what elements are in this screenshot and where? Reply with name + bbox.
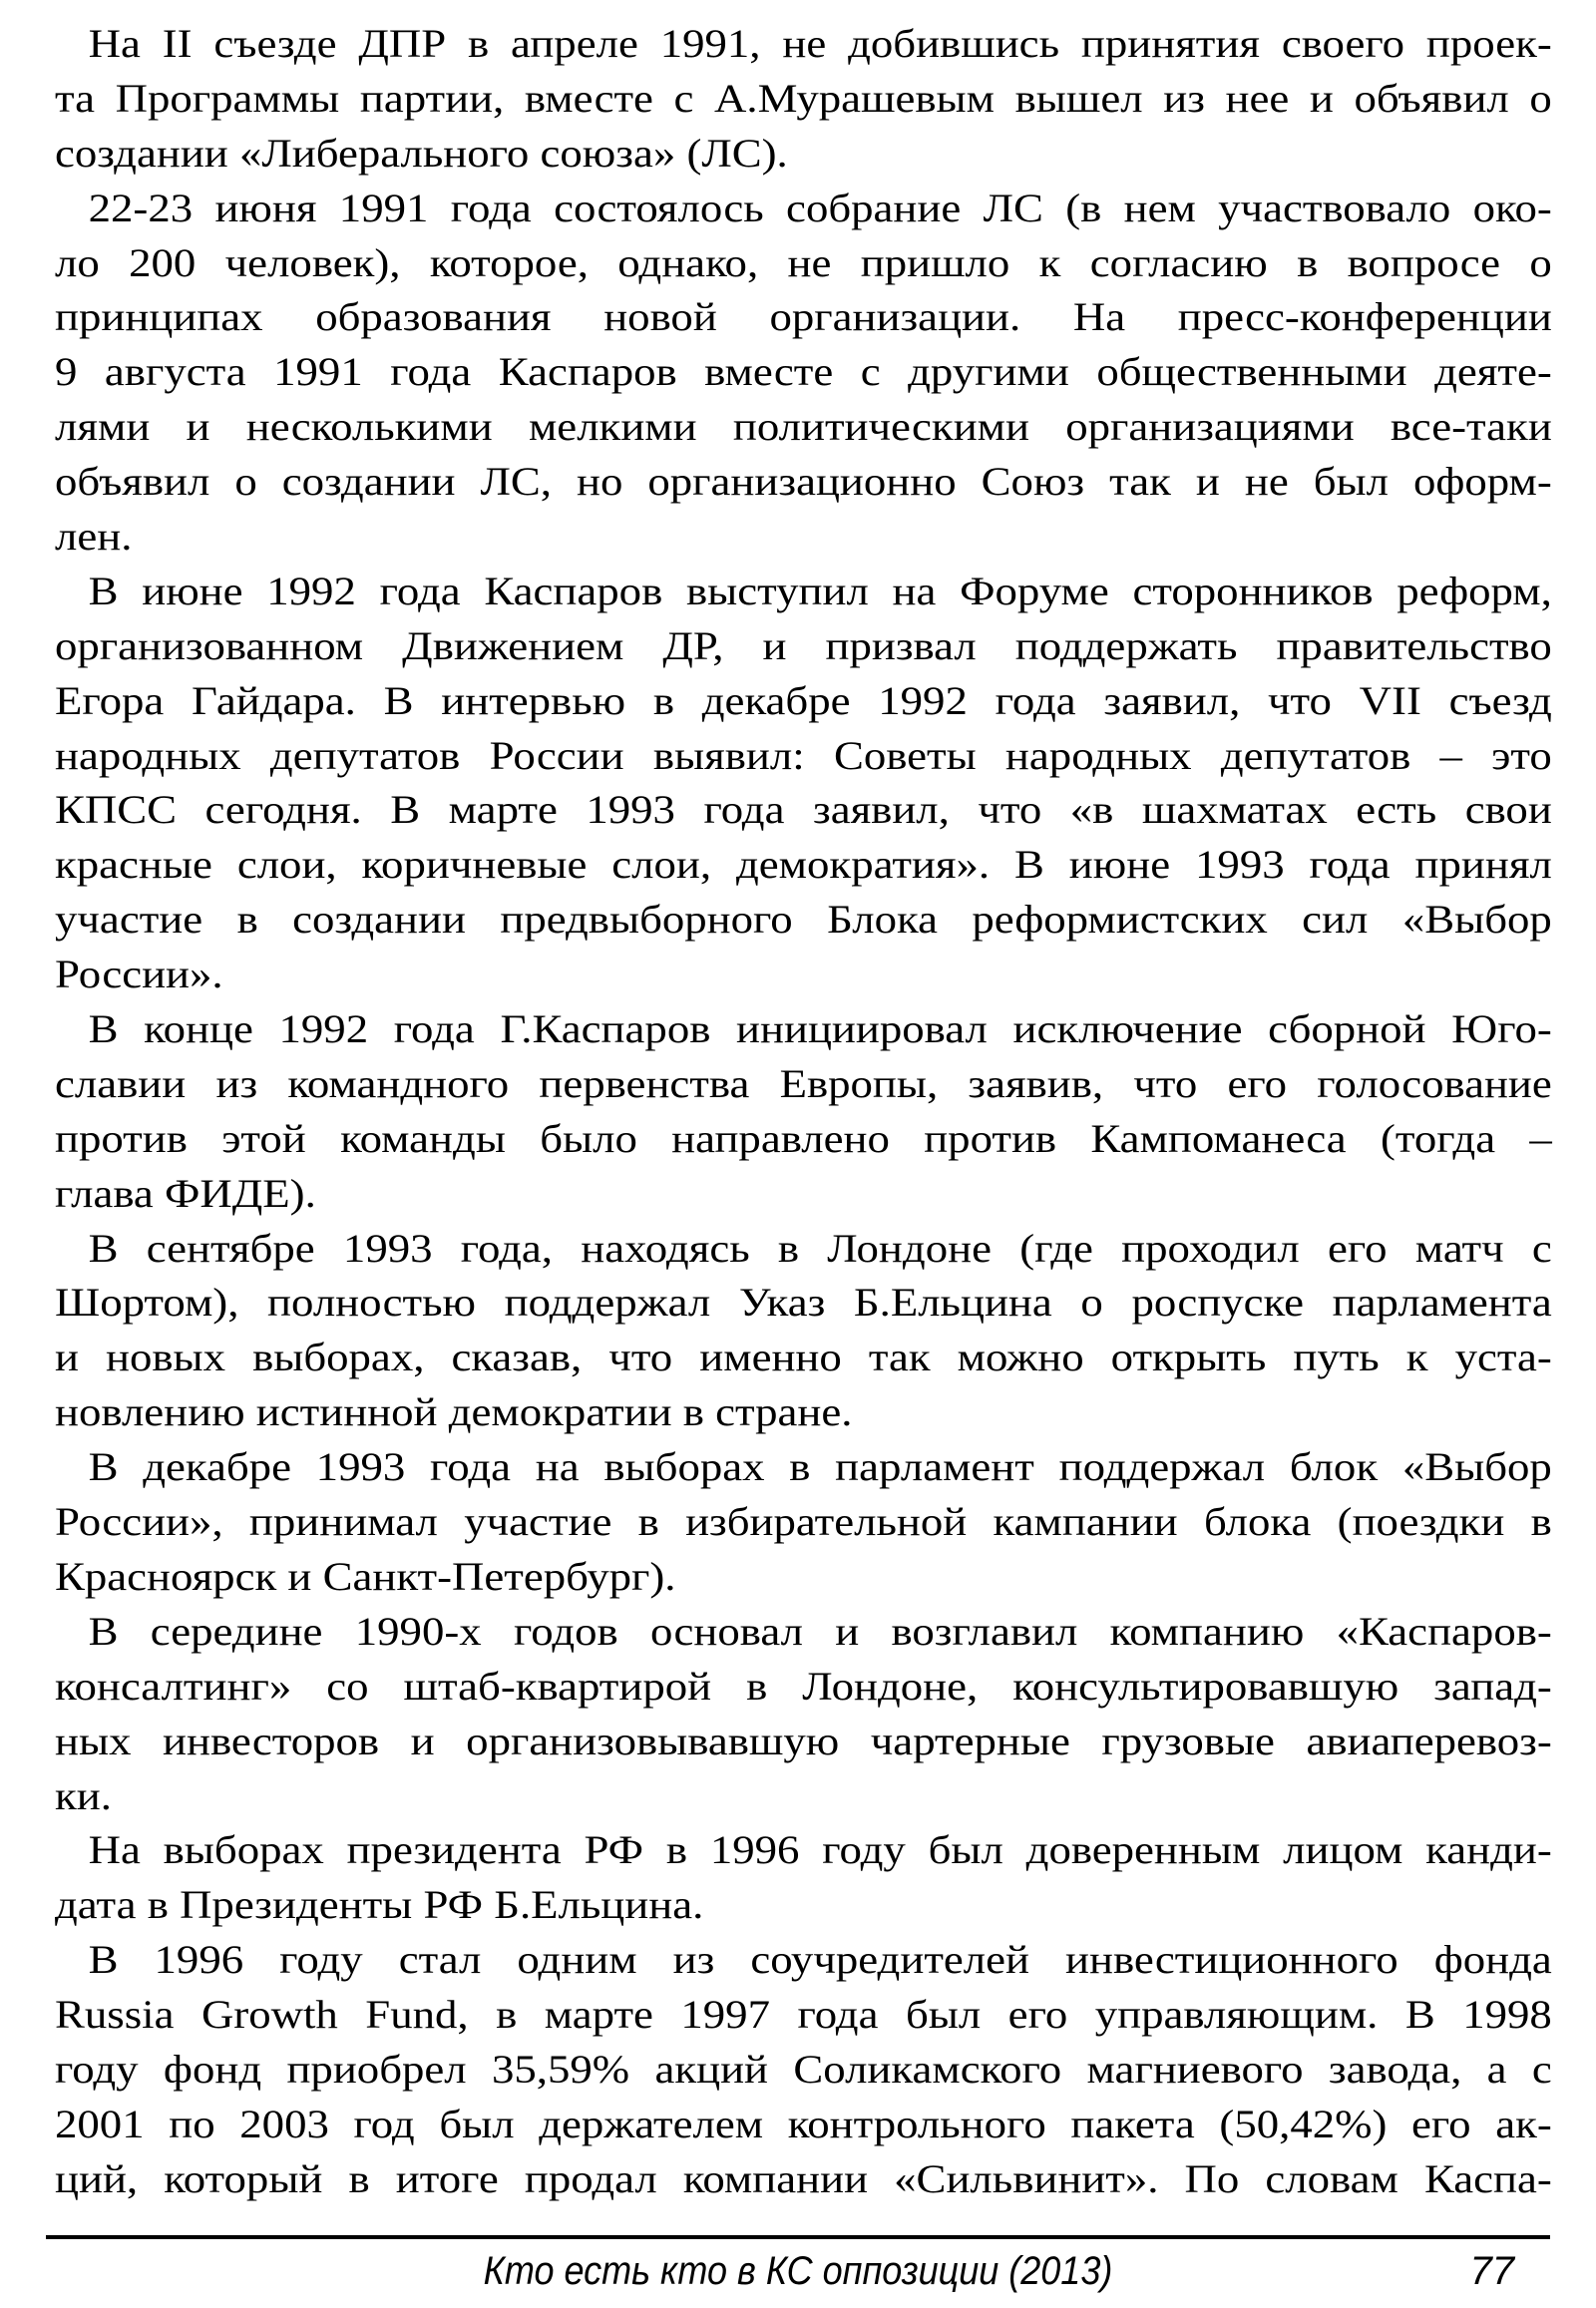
text-line: организованном Движением ДР, и призвал поддержать правительство <box>55 622 1552 668</box>
footer-title: Кто есть кто в КС оппозиции (2013) <box>483 2249 1113 2293</box>
text-line: На II съезде ДПР в апреле 1991, не добившись принятия своего проек- <box>88 21 1552 66</box>
text-line: КПСС сегодня. В марте 1993 года заявил, что «в шахматах есть свои <box>55 787 1552 833</box>
text-line: и новых выборах, сказав, что именно так можно открыть путь к уста- <box>55 1335 1552 1380</box>
text-line: Шортом), полностью поддержал Указ Б.Ельцина о роспуске парламента <box>55 1280 1552 1326</box>
paragraph <box>55 1823 1552 1933</box>
text-line: новлению истинной демократии в стране. <box>55 1389 853 1435</box>
text-line: В июне 1992 года Каспаров выступил на Форуме сторонников реформ, <box>88 568 1552 613</box>
text-line: В 1996 году стал одним из соучредителей инвестиционного фонда <box>88 1937 1552 1983</box>
footer-divider <box>46 2235 1550 2239</box>
text-line: участие в создании предвыборного Блока реформистских сил «Выбор <box>55 897 1552 943</box>
text-line: 22-23 июня 1991 года состоялось собрание ЛС (в нем участвовало око- <box>88 185 1552 230</box>
text-line: Красноярск и Санкт-Петербург). <box>55 1553 676 1599</box>
text-line: России». <box>55 952 223 997</box>
paragraph <box>55 1933 1552 2206</box>
paragraph <box>55 1440 1552 1605</box>
text-line: консалтинг» со штаб-квартирой в Лондоне, консультировавшую запад- <box>55 1663 1552 1709</box>
text-line: лен. <box>55 514 133 560</box>
text-line: году фонд приобрел 35,59% акций Соликамского магниевого завода, а с <box>55 2046 1552 2092</box>
body-text <box>55 17 1552 2207</box>
page-number: 77 <box>1469 2249 1514 2293</box>
text-line: ных инвесторов и организовывавшую чартерные грузовые авиаперевоз- <box>55 1718 1552 1763</box>
paragraph <box>55 17 1552 182</box>
text-line: Егора Гайдара. В интервью в декабре 1992 года заявил, что VII съезд <box>55 677 1552 723</box>
text-line: красные слои, коричневые слои, демократия». В июне 1993 года принял <box>55 842 1552 888</box>
text-line: В середине 1990-х годов основал и возглавил компанию «Каспаров- <box>88 1608 1552 1654</box>
paragraph <box>55 1222 1552 1441</box>
paragraph <box>55 565 1552 1002</box>
text-line: В сентябре 1993 года, находясь в Лондоне (где проходил его матч с <box>88 1225 1552 1271</box>
paragraph <box>55 182 1552 565</box>
text-line: принципах образования новой организации. На пресс-конференции <box>55 294 1552 340</box>
text-line: ций, который в итоге продал компании «Сильвинит». По словам Каспа- <box>55 2155 1552 2201</box>
text-line: создании «Либерального союза» (ЛС). <box>55 130 788 176</box>
text-line: ки. <box>55 1772 112 1818</box>
text-line: глава ФИДЕ). <box>55 1170 316 1216</box>
text-line: объявил о создании ЛС, но организационно Союз так и не был оформ- <box>55 459 1552 505</box>
text-line: 2001 по 2003 год был держателем контрольного пакета (50,42%) его ак- <box>55 2101 1552 2146</box>
text-line: России», принимал участие в избирательной кампании блока (поездки в <box>55 1499 1552 1545</box>
text-line: 9 августа 1991 года Каспаров вместе с другими общественными деяте- <box>55 349 1552 395</box>
text-line: против этой команды было направлено против Кампоманеса (тогда – <box>55 1115 1552 1161</box>
text-line: Russia Growth Fund, в марте 1997 года был его управляющим. В 1998 <box>55 1992 1552 2038</box>
paragraph <box>55 1605 1552 1824</box>
text-line: лями и несколькими мелкими политическими организациями все-таки <box>55 404 1552 450</box>
text-line: народных депутатов России выявил: Советы народных депутатов – это <box>55 732 1552 778</box>
text-line: славии из командного первенства Европы, заявив, что его голосование <box>55 1060 1552 1106</box>
text-line: ло 200 человек), которое, однако, не пришло к согласию в вопросе о <box>55 239 1552 285</box>
text-line: та Программы партии, вместе с А.Мурашевым вышел из нее и объявил о <box>55 75 1552 121</box>
text-line: дата в Президенты РФ Б.Ельцина. <box>55 1882 704 1928</box>
text-line: В декабре 1993 года на выборах в парламент поддержал блок «Выбор <box>88 1444 1552 1490</box>
paragraph <box>55 1002 1552 1222</box>
text-line: На выборах президента РФ в 1996 году был доверенным лицом канди- <box>88 1827 1552 1873</box>
text-line: В конце 1992 года Г.Каспаров инициировал исключение сборной Юго- <box>88 1006 1552 1052</box>
